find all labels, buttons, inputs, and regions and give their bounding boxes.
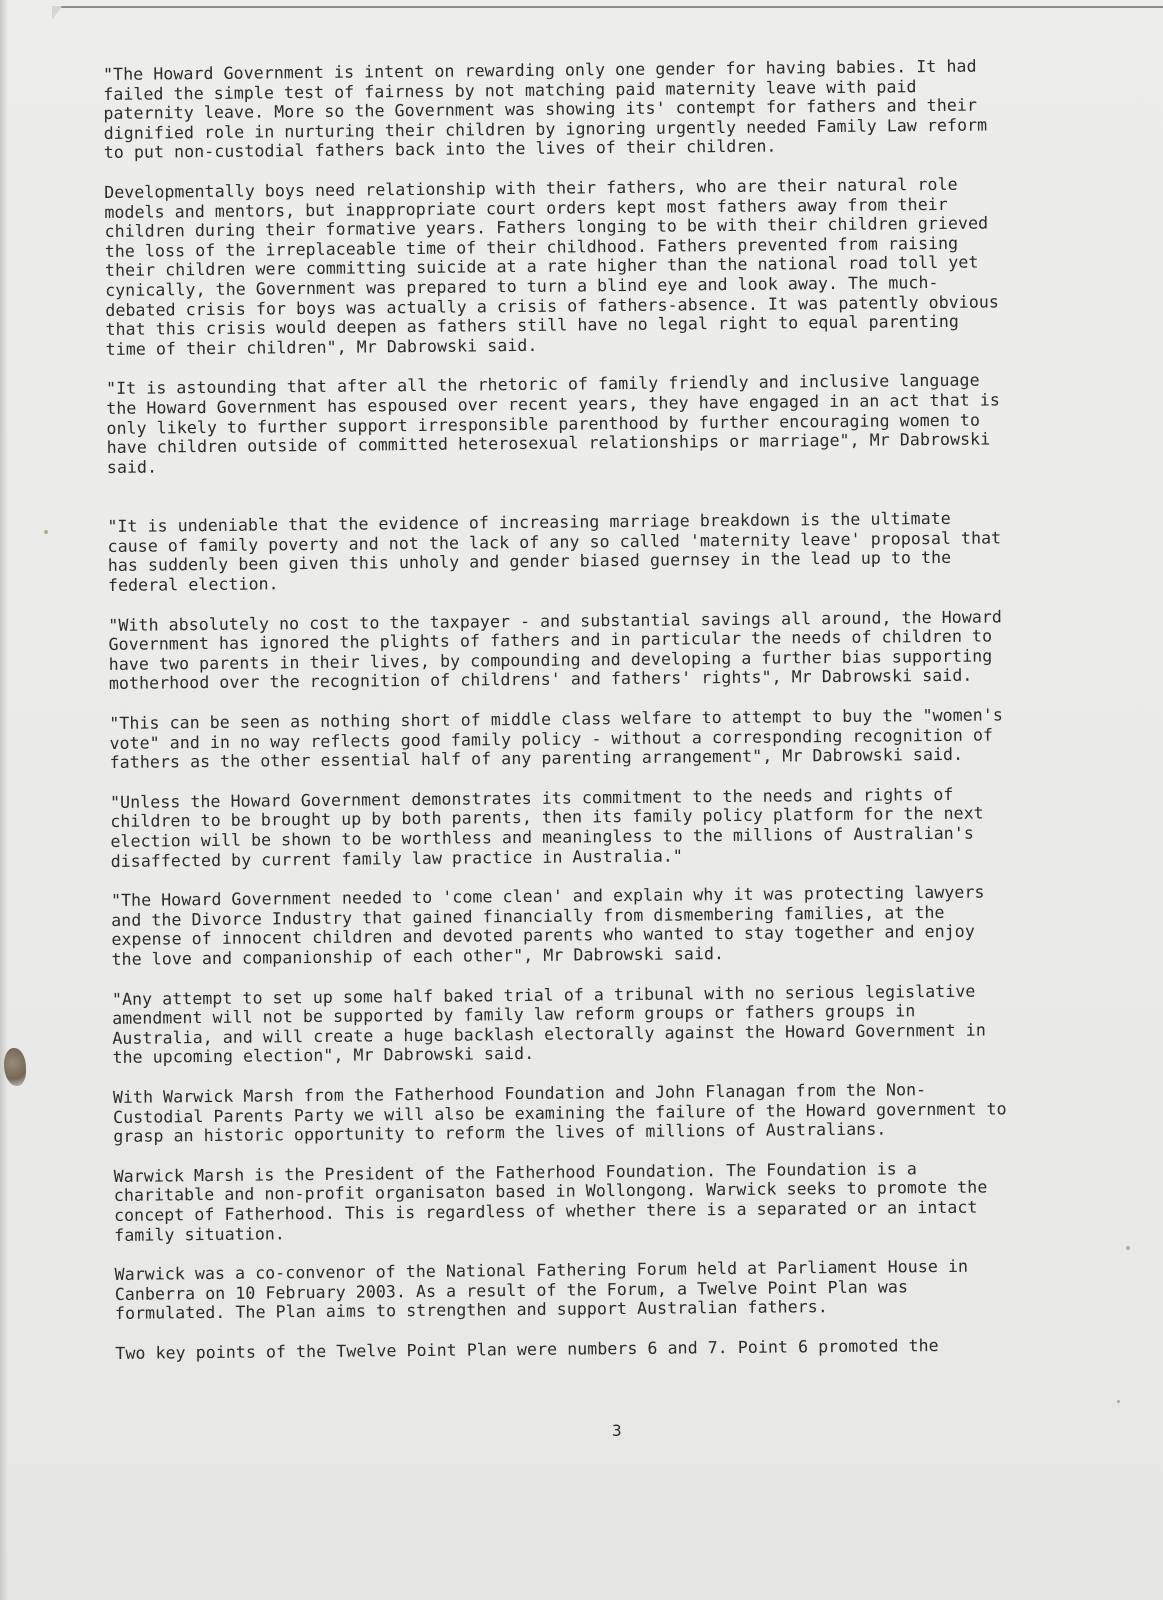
paragraph: Warwick was a co-convenor of the National Fathering Forum held at Parliament House in Canberra on 10 February 2003. As a result of the Forum, a Twelve Point Plan was formulated. The Plan aims to strengthen and support Australian fathers. xyxy=(114,1256,969,1324)
paragraph: Developmentally boys need relationship with their fathers, who are their natural role models and mentors, but inappropriate court orders kept most fathers away from their children during their formative years. Fathers longing to be with their children grieved the loss of the irreplaceable time of their childhood. Fathers prevented from raising their children were committing suicide at a rate higher than the national road toll yet cynically, the Government was prepared to turn a blind eye and look away. The much- debated crisis for boys was actually a crisis of fathers-absence. It was patently obvious that this crisis would deepen as fathers still have no legal right to equal parenting time of their children", Mr Dabrowski said. xyxy=(104,174,999,359)
paragraph: Warwick Marsh is the President of the Fatherhood Foundation. The Foundation is a charitable and non-profit organisaton based in Wollongong. Warwick seeks to promote the concept of Fatherhood. This is regardless of whether there is a separated or an intact family situation. xyxy=(113,1158,988,1245)
paragraph: "Unless the Howard Government demonstrates its commitment to the needs and rights of children to be brought up by both parents, then its family policy platform for the next election will be shown to be worthless and meaningless to the millions of Australian's disaffected by current family law practice in Australia." xyxy=(109,784,984,871)
page-number: 3 xyxy=(612,1421,622,1440)
paragraph: "It is astounding that after all the rhetoric of family friendly and inclusive language the Howard Government has espoused over recent years, they have engaged in an act that is only likely to further support irresponsible parenthood by further encouraging women to have children outside of committed heterosexual relationships or marriage", Mr Dabrowski said. xyxy=(106,370,1000,477)
paragraph: "It is undeniable that the evidence of increasing marriage breakdown is the ultimate cause of family poverty and not the lack of any so called 'maternity leave' proposal that has suddenly been given this unholy and gender biased guernsey in the lead up to the federal election. xyxy=(107,509,1002,596)
paragraph: "With absolutely no cost to the taxpayer - and substantial savings all around, the Howard Government has ignored the plights of fathers and in particular the needs of children to have two parents in their lives, by compounding and developing a further bias supporting motherhood over the recognition of childrens' and fathers' rights", Mr Dabrowski said. xyxy=(108,607,1003,694)
paragraph: "The Howard Government is intent on rewarding only one gender for having babies. It had failed the simple test of fairness by not matching paid maternity leave with paid paternity leave. More so the Government was showing its' contempt for fathers and their dignified role in nurturing their children by ignoring urgently needed Family Law reform to put non-custodial fathers back into the lives of their children. xyxy=(103,56,988,163)
page-corner-fold xyxy=(52,6,62,20)
paragraph: "This can be seen as nothing short of middle class welfare to attempt to buy the "women's vote" and in no way reflects good family policy - without a corresponding recognition of fathers as the other essential half of any parenting arrangement", Mr Dabrowski said. xyxy=(109,705,1003,773)
paper-stain xyxy=(4,1048,26,1086)
document-body xyxy=(103,55,1126,1383)
paper-speck xyxy=(44,530,48,534)
paper-speck xyxy=(1126,1246,1130,1250)
page-left-shadow xyxy=(0,0,8,1600)
page-top-edge xyxy=(55,6,1163,8)
paragraph: "Any attempt to set up some half baked trial of a tribunal with no serious legislative amendment will not be supported by family law reform groups or fathers groups in Australia, and will create a huge backlash electorally against the Howard Government in the upcoming election", Mr Dabrowski said. xyxy=(111,981,986,1068)
paper-speck xyxy=(1117,1400,1120,1403)
paragraph: "The Howard Government needed to 'come clean' and explain why it was protecting lawyers and the Divorce Industry that gained financially from dismembering families, at the expense of innocent children and devoted parents who wanted to stay together and enjoy the love and companionship of each other", Mr Dabrowski said. xyxy=(110,882,985,969)
paragraph: With Warwick Marsh from the Fatherhood Foundation and John Flanagan from the Non- Custodial Parents Party we will also be examining the failure of the Howard government to grasp an historic opportunity to reform the lives of millions of Australians. xyxy=(112,1080,1007,1147)
paragraph: Two key points of the Twelve Point Plan were numbers 6 and 7. Point 6 promoted the xyxy=(115,1335,939,1363)
